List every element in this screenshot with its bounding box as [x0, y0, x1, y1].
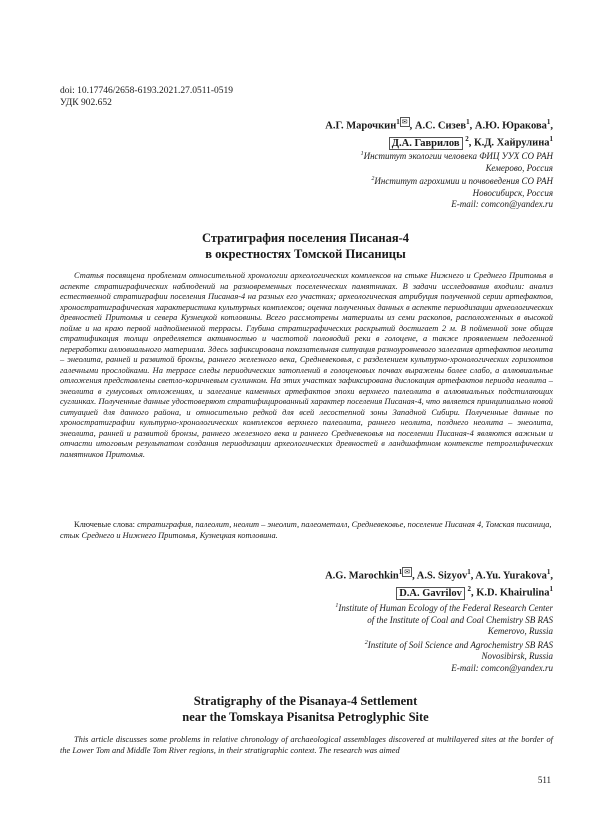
- title-line: в окрестностях Томской Писаницы: [205, 247, 406, 261]
- author-gavrilov: Д.А. Гаврилов: [389, 137, 463, 150]
- affiliation-line: Kemerovo, Russia: [487, 626, 553, 637]
- author-marochkin: А.Г. Марочкин: [325, 120, 397, 132]
- affiliation-line: Novosibirsk, Russia: [481, 651, 553, 662]
- author-gavrilov-en: D.A. Gavrilov: [396, 587, 465, 600]
- affiliation-line: Institute of Soil Science and Agrochemistry SB RAS: [367, 639, 553, 650]
- title-line: near the Tomskaya Pisanitsa Petroglyphic Site: [182, 710, 429, 724]
- page-number: 511: [537, 775, 551, 785]
- author-khairulina-en: , K.D. Khairulina: [471, 587, 550, 599]
- email: E-mail: comcon@yandex.ru: [451, 199, 553, 210]
- keywords-list: стратиграфия, палеолит, неолит – энеолит, палеометалл, Средневековье, поселение Писаная 4, Томская писаница, стык Среднего и Нижнего Притомья, Кузнецкая котловина.: [60, 520, 552, 540]
- title-ru: [60, 230, 551, 262]
- author-sizev: , А.С. Сизев: [409, 120, 467, 132]
- author-yurakova-en: , A.Yu. Yurakova: [470, 570, 547, 582]
- envelope-icon: ✉: [401, 118, 408, 126]
- author-sizyov-en: , A.S. Sizyov: [412, 570, 468, 582]
- title-en: [60, 693, 551, 725]
- doi: doi: 10.17746/2658-6193.2021.27.0511-0519: [60, 86, 234, 96]
- authors-ru: А.Г. Марочкин$^1$ ✉ , А.С. Сизев$^1$, А.Ю. Юракова$^1$, Д.А. Гаврилов $^2$, К.Д. Хайрулина$^1$: [325, 118, 553, 149]
- keywords-ru: [60, 520, 553, 541]
- affiliation-line: Институт экологии человека ФИЦ УУХ СО РАН: [363, 151, 553, 161]
- title-line: Stratigraphy of the Pisanaya-4 Settlement: [193, 694, 418, 708]
- affiliation-line: Институт агрохимии и почвоведения СО РАН: [374, 176, 553, 187]
- affiliation-line: Новосибирск, Россия: [472, 187, 553, 198]
- abstract-ru: Статья посвящена проблемам относительной хронологии археологических комплексов на стыке Нижнего и Среднего Притомья в аспекте стратиграфических наблюдений на разновременных поселенческих памятниках. В задачи исследования входили: анализ естественной стратиграфии поселения Писаная-4 на разных его участках; археологическая атрибуция полученной серии артефактов, хроностратиграфическая характеристика культурных комплексов; оценка полученных данных в аспекте периодизации археологических древностей Притомья и севера Кузнецкой котловины. Всего рассмотрены материалы из семи раскопов, расположенных в высокой пойме и на краю первой надпойменной террасы. Глубина стратиграфических раскрытий достигает 2 м. В пойменной зоне общая стратификация толщи определяется активностью и частотой половодий реки в голоцене, а также проявлением педогенной переработки аллювиального материала. Здесь зафиксирована показательная ситуация разноуровневого залегания артефактов неолита – энеолита, ранней и развитой бронзы, раннего железного века, Средневековья, с разделением культурно-хронологических горизонтов галечными прослойками. На террасе следы периодических затоплений в голоценовых почвах выражены более слабо, а аллювиальные отложения представлены светло-коричневым суглинком. На этих участках зафиксирована дислокация артефактов периода неолита – энеолита в гумусовых отложениях, и залегание каменных артефактов эпохи верхнего палеолита в аллювиальных подстилающих суглинках. Полученные данные удостоверяют стратифицированный характер поселения Писаная-4, что является принципиально новой ситуацией для данного района, и относительно редкой для всей лесостепной зоны Западной Сибири. Полученные данные по хроностратиграфии культурно-хронологических комплексов верхнего палеолита, раннего неолита, позднего неолита – энеолита, энеолита, ранней и развитой бронзы, раннего железного века и раннего Средневековья на поселении Писаная-4 являются важным и отчасти итоговым результатом создания периодизации археологических древностей в ландшафтном контексте петроглифических памятников Притомья.: [60, 271, 553, 459]
- affiliations-ru: $^1$Институт экологии человека ФИЦ УУХ СО РАН Кемерово, Россия $^2$Институт агрохимии и почвоведения СО РАН Новосибирск, Россия E-mail: comcon@yandex.ru: [360, 151, 553, 210]
- keywords-label: Ключевые слова:: [74, 520, 135, 529]
- affiliation-line: Кемерово, Россия: [485, 162, 553, 173]
- affiliation-line: Institute of Human Ecology of the Federal Research Center: [338, 603, 553, 613]
- udk: УДК 902.652: [60, 98, 112, 108]
- author-yurakova: , А.Ю. Юракова: [469, 120, 547, 132]
- abstract-en: This article discusses some problems in relative chronology of archaeological assemblages discovered at multilayered sites at the border of the Lower Tom and Middle Tom River regions, in their stratigraphic context. The research was aimed: [60, 735, 553, 755]
- author-khairulina: , К.Д. Хайрулина: [468, 137, 550, 149]
- affiliations-en: $^1$Institute of Human Ecology of the Federal Research Center of the Institute of Coal and Coal Chemistry SB RAS Kemerovo, Russia $^2$Institute of Soil Science and Agrochemistry SB RAS Novosibirsk, Russia E-mail: comcon@yandex.ru: [335, 603, 553, 673]
- title-line: Стратиграфия поселения Писаная-4: [201, 231, 410, 245]
- envelope-icon: ✉: [404, 568, 411, 576]
- affiliation-line: of the Institute of Coal and Coal Chemistry SB RAS: [367, 614, 553, 625]
- author-marochkin-en: A.G. Marochkin: [325, 570, 399, 582]
- authors-en: A.G. Marochkin$^1$ ✉ , A.S. Sizyov$^1$, A.Yu. Yurakova$^1$, D.A. Gavrilov $^2$, K.D. Khairulina$^1$: [325, 568, 553, 599]
- email: E-mail: comcon@yandex.ru: [451, 662, 553, 673]
- article-meta: [60, 85, 233, 109]
